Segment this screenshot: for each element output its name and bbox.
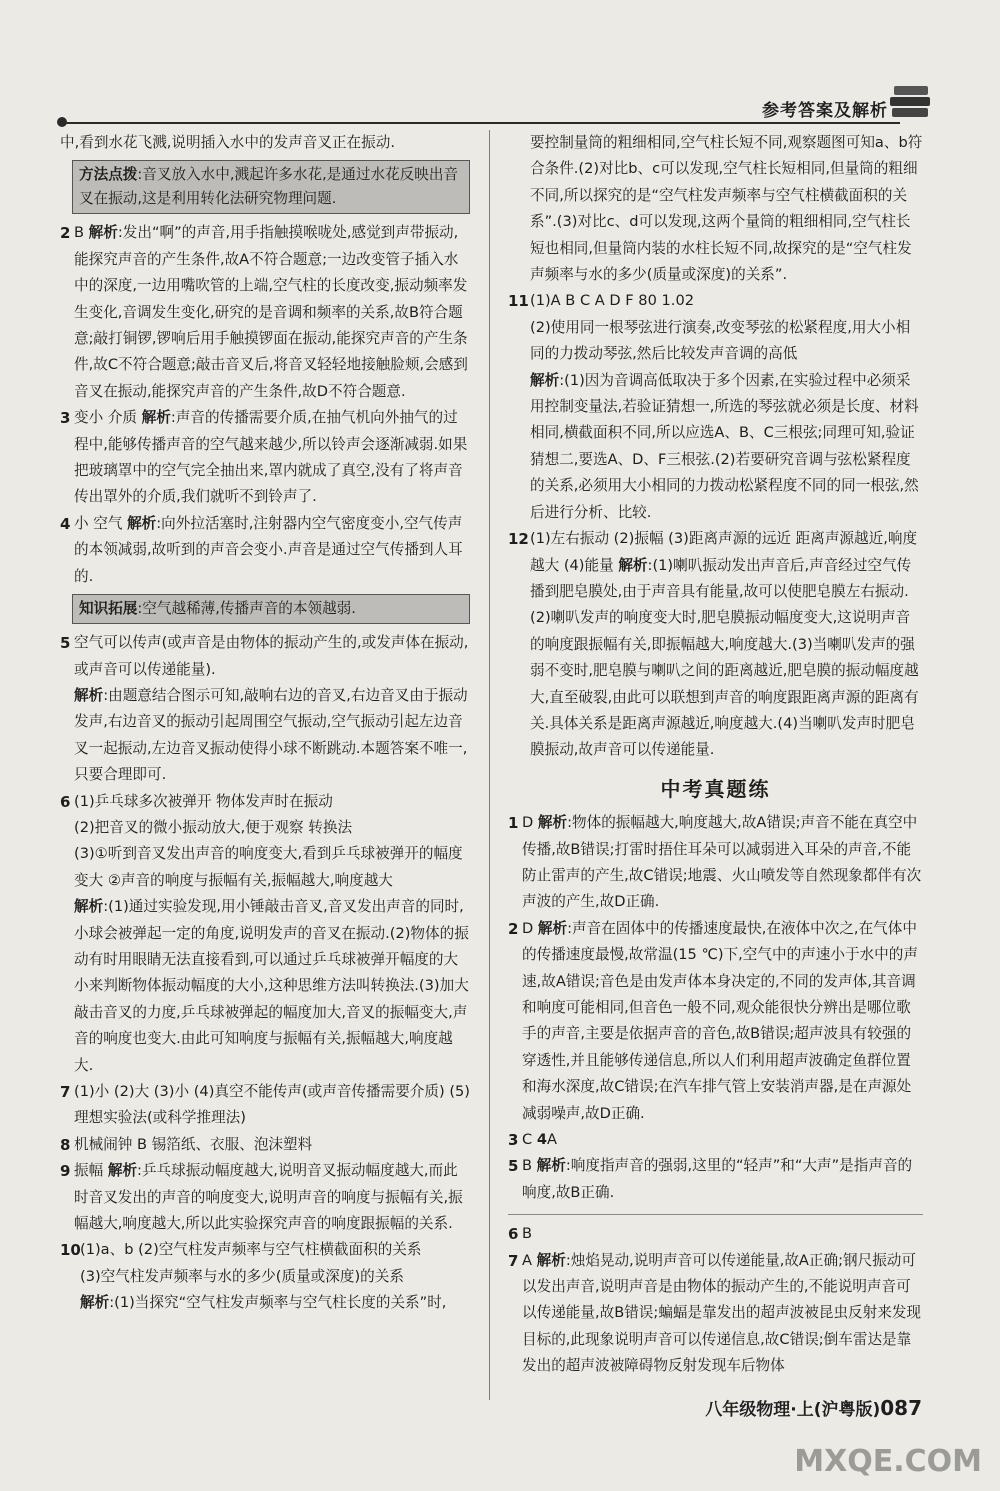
q6-line-2: (2)把音叉的微小振动放大,便于观察 转换法 — [74, 818, 353, 836]
corner-watermark: MXQE.COM — [794, 1444, 982, 1479]
q3-number: 3 — [60, 409, 71, 428]
question-3 — [60, 405, 470, 511]
e1-analysis-label: 解析 — [537, 814, 568, 832]
q11-line-2: (2)使用同一根琴弦进行演奏,改变琴弦的松紧程度,用大小相同的力拨动琴弦,然后比较发声音调的高低 — [530, 318, 911, 363]
q3-analysis-label: 解析 — [141, 409, 171, 427]
question-7 — [60, 1079, 470, 1132]
q7-answer: (1)小 (2)大 (3)小 (4)真空不能传声(或声音传播需要介质) (5)理想实验法(或科学推理法) — [74, 1083, 470, 1127]
q6-line-1: (1)乒乓球多次被弹开 物体发声时在振动 — [74, 792, 333, 810]
q5-analysis: :由题意结合图示可知,敲响右边的音叉,右边音叉由于振动发声,右边音叉的振动引起周围空气振动,空气振动引起左边音叉一起振动,左边音叉振动使得小球不断跳动.本题答案不唯一,只要合理即可. — [74, 686, 468, 784]
q5-answer: 空气可以传声(或声音是由物体的振动产生的,或发声体在振动,或声音可以传递能量). — [74, 634, 469, 678]
column-divider — [489, 130, 490, 1400]
q8-answer: 机械闹钟 B 锡箔纸、衣服、泡沫塑料 — [74, 1135, 313, 1153]
left-column — [60, 130, 470, 1317]
e1-number: 1 — [508, 814, 519, 833]
question-6 — [60, 789, 470, 1079]
question-4 — [60, 511, 470, 590]
e7-analysis: :烛焰晃动,说明声音可以传递能量,故A正确;钢尺振动可以发出声音,说明声音是由物体的振动产生的,不能说明声音可以传递能量,故B错误;蝙蝠是靠发出的超声波被昆虫反射来发现目标的,此现象说明声音可以传递信息,故C错误;倒车雷达是靠发出的超声波被障碍物反射发现车后物体 — [522, 1251, 922, 1375]
e1-answer: D — [522, 814, 534, 832]
q12-number: 12 — [508, 530, 529, 549]
q2-analysis-label: 解析 — [88, 224, 118, 242]
q10-line-2: (3)空气柱发声频率与水的多少(质量或深度)的关系 — [80, 1267, 404, 1285]
q11-line-1: (1)A B C A D F 80 1.02 — [530, 292, 695, 310]
q8-number: 8 — [60, 1135, 71, 1154]
question-8 — [60, 1132, 470, 1158]
e6-answer: B — [522, 1225, 533, 1243]
e4-answer: A — [547, 1131, 557, 1149]
q4-number: 4 — [60, 514, 71, 533]
e5-answer: B — [522, 1157, 533, 1175]
q10-analysis: :(1)当探究“空气柱发声频率与空气柱长度的关系”时, — [109, 1294, 447, 1312]
e7-answer: A — [522, 1251, 532, 1269]
e7-analysis-label: 解析 — [536, 1251, 566, 1269]
q10-line-1: (1)a、b (2)空气柱发声频率与空气柱横截面积的关系 — [80, 1241, 422, 1259]
q4-analysis: :向外拉活塞时,注射器内空气密度变小,空气传声的本领减弱,故听到的声音会变小.声音是通过空气传播到人耳的. — [74, 514, 463, 585]
intro-text: 中,看到水花飞溅,说明插入水中的发声音叉正在振动. — [60, 134, 395, 151]
knowledge-tip-box — [72, 594, 470, 624]
method-tip-label: 方法点拨 — [79, 166, 138, 184]
exam-question-6 — [508, 1221, 923, 1247]
exam-question-1 — [508, 810, 923, 916]
q3-answer: 变小 介质 — [74, 409, 138, 427]
question-11 — [508, 288, 923, 526]
q11-number: 11 — [508, 292, 529, 311]
page-number: 087 — [880, 1396, 922, 1420]
q12-analysis: :(1)喇叭振动发出声音后,声音经过空气传播到肥皂膜处,由于声音具有能量,故可以使肥皂膜左右振动.(2)喇叭发声的响度变大时,肥皂膜振动幅度变大,这说明声音的响度跟振幅有关,即振幅越大,响度越大.(3)当喇叭发声的强弱不变时,肥皂膜与喇叭之间的距离越近,肥皂膜的振动幅度越大,直至破裂,由此可以联想到声音的响度跟距离声源的距离有关.具体关系是距离声源越近,响度越大.(4)当喇叭发声时肥皂膜振动,故声音可以传递能量. — [530, 556, 919, 759]
q6-number: 6 — [60, 792, 71, 811]
e2-analysis-label: 解析 — [537, 919, 568, 937]
exam-question-3-4 — [508, 1127, 923, 1153]
q10-analysis-label: 解析 — [80, 1294, 110, 1312]
knowledge-tip-label: 知识拓展 — [79, 600, 138, 618]
e2-analysis: :声音在固体中的传播速度最快,在液体中次之,在气体中的传播速度最慢,故常温(15 ℃)下,空气中的声速小于水中的声速,故A错误;音色是由发声体本身决定的,不同的发声体,其音调和响度可能相同,但音色一般不同,观众能很快分辨出是哪位歌手的声音,主要是依据声音的音色,故B错误;超声波具有较强的穿透性,并且能够传递信息,所以人们利用超声波确定鱼群位置和海水深度,故C错误;在汽车排气管上安装消声器,是在声源处减弱噪声,故D正确. — [522, 919, 918, 1122]
q12-analysis-label: 解析 — [618, 556, 648, 574]
q5-number: 5 — [60, 634, 71, 653]
exam-question-2 — [508, 916, 923, 1127]
q10-continued: 要控制量筒的粗细相同,空气柱长短不同,观察题图可知a、b符合条件.(2)对比b、c可以发现,空气柱长短相同,但量筒的粗细不同,所以探究的是“空气柱发声频率与空气柱横截面积的关系”.(3)对比c、d可以发现,这两个量筒的粗细相同,空气柱长短也相同,但量筒内装的水柱长短不同,故探究的是“空气柱发声频率与水的多少(质量或深度)的关系”. — [530, 134, 923, 284]
question-5 — [60, 630, 470, 788]
books-icon — [890, 86, 932, 120]
knowledge-tip-text: :空气越稀薄,传播声音的本领越弱. — [137, 600, 356, 618]
section-heading: 中考真题练 — [660, 776, 771, 801]
q4-analysis-label: 解析 — [127, 514, 157, 532]
e2-number: 2 — [508, 919, 519, 938]
right-column — [508, 130, 923, 1380]
e7-number: 7 — [508, 1251, 519, 1270]
q6-analysis-label: 解析 — [74, 898, 104, 916]
q11-analysis: :(1)因为音调高低取决于多个因素,在实验过程中必须采用控制变量法,若验证猜想一,所选的琴弦就必须是长度、材料相同,横截面积不同,所以应选A、B、C三根弦;同理可知,验证猜想二,要选A、D、F三根弦.(2)若要研究音调与弦松紧程度的关系,必须用大小相同的力拨动松紧程度不同的同一根弦,然后进行分析、比较. — [530, 371, 919, 521]
q4-answer: 小 空气 — [74, 514, 123, 532]
e2-answer: D — [522, 919, 534, 937]
q12-answer: (1)左右振动 (2)振幅 (3)距离声源的远近 距离声源越近,响度越大 (4)能量 — [530, 530, 918, 574]
page-footer — [705, 1395, 922, 1420]
e1-analysis: :物体的振幅越大,响度越大,故A错误;声音不能在真空中传播,故B错误;打雷时捂住耳朵可以减弱进入耳朵的声音,不能防止雷声的产生,故C错误;地震、火山喷发等自然现象都伴有次声波的产生,故D正确. — [522, 814, 922, 911]
q3-analysis: :声音的传播需要介质,在抽气机向外抽气的过程中,能够传播声音的空气越来越少,所以铃声会逐渐减弱.如果把玻璃罩中的空气完全抽出来,罩内就成了真空,没有了将声音传出罩外的介质,我们就听不到铃声了. — [74, 409, 468, 506]
q9-analysis-label: 解析 — [107, 1162, 138, 1180]
question-12 — [508, 526, 923, 764]
e4-number: 4 — [536, 1131, 547, 1149]
e3-answer: C — [522, 1131, 533, 1149]
e3-number: 3 — [508, 1131, 519, 1150]
exam-question-7 — [508, 1248, 923, 1380]
footer-book: 八年级物理·上(沪粤版) — [705, 1400, 881, 1420]
e5-analysis-label: 解析 — [536, 1157, 566, 1175]
header-rule — [62, 122, 900, 124]
q7-number: 7 — [60, 1083, 71, 1101]
separator-line — [508, 1214, 923, 1215]
exam-question-5 — [508, 1153, 923, 1206]
e5-analysis: :响度指声音的强弱,这里的“轻声”和“大声”是指声音的响度,故B正确. — [522, 1157, 913, 1201]
q9-analysis: :乒乓球振动幅度越大,说明音叉振动幅度越大,而此时音叉发出的声音的响度变大,说明声音的响度与振幅有关,振幅越大,响度越大,所以此实验探究声音的响度跟振幅的关系. — [74, 1162, 463, 1233]
q10-number: 10 — [60, 1241, 81, 1260]
header-title: 参考答案及解析 — [762, 101, 888, 121]
q9-number: 9 — [60, 1162, 71, 1181]
q9-answer: 振幅 — [74, 1162, 104, 1180]
q11-analysis-label: 解析 — [530, 371, 560, 389]
question-2 — [60, 220, 470, 405]
e5-number: 5 — [508, 1157, 519, 1176]
question-9 — [60, 1158, 470, 1237]
question-10 — [60, 1237, 470, 1316]
method-tip-text: :音叉放入水中,溅起许多水花,是通过水花反映出音叉在振动,这是利用转化法研究物理问题. — [79, 166, 459, 208]
q5-analysis-label: 解析 — [74, 686, 104, 704]
method-tip-box — [72, 160, 470, 214]
q6-analysis: :(1)通过实验发现,用小锤敲击音叉,音叉发出声音的同时,小球会被弹起一定的角度,说明发声的音叉在振动.(2)物体的振动有时用眼睛无法直接看到,可以通过乒乓球被弹开幅度的大小来判断物体振动幅度的大小,这种思维方法叫转换法.(3)加大敲击音叉的力度,乒乓球被弹起的幅度加大,音叉的振幅变大,声音的响度也变大.由此可知响度与振幅有关,振幅越大,响度越大. — [74, 898, 469, 1074]
q2-analysis: :发出“啊”的声音,用手指触摸喉咙处,感觉到声带振动,能探究声音的产生条件,故A不符合题意;一边改变管子插入水中的深度,一边用嘴吹管的上端,空气柱的长度改变,振动频率发生变化,音调发生变化,研究的是音调和频率的关系,故B符合题意;敲打铜锣,锣响后用手触摸锣面在振动,能探究声音的产生条件,故C不符合题意;敲击音叉后,将音叉轻轻地接触脸颊,会感到音叉在振动,能探究声音的产生条件,故D不符合题意. — [74, 224, 468, 400]
q2-answer: B — [74, 224, 85, 242]
q2-number: 2 — [60, 224, 71, 243]
e6-number: 6 — [508, 1225, 519, 1244]
q6-line-3: (3)①听到音叉发出声音的响度变大,看到乒乓球被弹开的幅度变大 ②声音的响度与振幅有关,振幅越大,响度越大 — [74, 845, 463, 889]
